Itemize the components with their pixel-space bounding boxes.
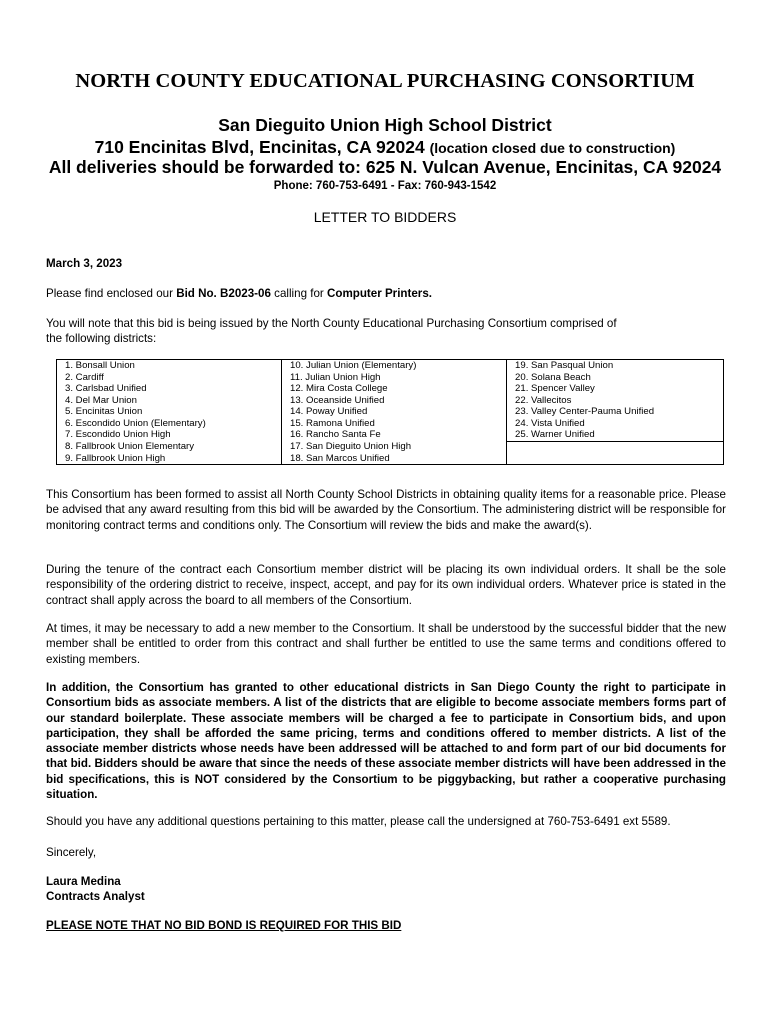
district-name: San Dieguito Union High School District [218,115,552,135]
district-cell: 4. Del Mar Union [57,395,282,407]
district-cell: 10. Julian Union (Elementary) [282,360,507,372]
district-cell: 16. Rancho Santa Fe [282,429,507,441]
district-cell: 3. Carlsbad Unified [57,383,282,395]
signer-role: Contracts Analyst [46,890,145,903]
closing-sincerely: Sincerely, [46,846,97,859]
table-row [57,406,724,418]
district-cell: 24. Vista Unified [507,418,724,430]
district-cell: 20. Solana Beach [507,372,724,384]
districts-intro-line2: the following districts: [46,332,157,346]
districts-intro [46,316,726,347]
district-cell-empty [507,441,724,453]
address-note: (location closed due to construction) [429,140,676,156]
consortium-title: NORTH COUNTY EDUCATIONAL PURCHASING CONSORTIUM [75,70,695,92]
district-cell: 23. Valley Center-Pauma Unified [507,406,724,418]
paragraph-associate-members: In addition, the Consortium has granted to other educational districts in San Diego County the right to participate in Consortium bids as associate members. A list of the districts that are eligible to become associate members forms part of our standard boilerplate. These associate members will be charged a fee to participate in Consortium bids, and upon participation, they shall be afforded the same pricing, terms and conditions offered to member districts. A list of the associate member districts whose needs have been addressed will be attached to and form part of our bid documents for that bid. Bidders should be aware that since the needs of these associate member districts will have been addressed in the bid specifications, this is NOT considered by the Consortium to be piggybacking, but rather a cooperative purchasing situation. [46,681,726,802]
district-cell: 14. Poway Unified [282,406,507,418]
district-address [0,137,770,158]
table-row [57,453,724,465]
bid-item: Computer Printers. [326,287,432,300]
district-cell: 8. Fallbrook Union Elementary [57,441,282,453]
table-row [57,418,724,430]
letter-title: LETTER TO BIDDERS [313,209,457,225]
signer-name: Laura Medina [46,875,121,888]
table-row [57,395,724,407]
enclosed-pre: Please find enclosed our [46,287,177,300]
district-cell: 5. Encinitas Union [57,406,282,418]
district-cell: 7. Escondido Union High [57,429,282,441]
district-cell: 25. Warner Unified [507,429,724,441]
district-cell: 21. Spencer Valley [507,383,724,395]
district-cell: 13. Oceanside Unified [282,395,507,407]
bid-bond-note: PLEASE NOTE THAT NO BID BOND IS REQUIRED FOR THIS BID [46,919,402,932]
letter-date: March 3, 2023 [46,257,123,270]
table-row [57,383,724,395]
district-cell: 18. San Marcos Unified [282,453,507,465]
district-cell-empty [507,453,724,465]
districts-table [56,359,724,465]
deliveries-address: All deliveries should be forwarded to: 625 N. Vulcan Avenue, Encinitas, CA 92024 [48,157,722,177]
district-cell: 9. Fallbrook Union High [57,453,282,465]
districts-intro-line1: You will note that this bid is being issued by the North County Educational Purchasing Consortium comprised of [46,317,617,330]
paragraph-new-members: At times, it may be necessary to add a new member to the Consortium. It shall be understood by the successful bidder that the new member shall be entitled to order from this contract and shall further be entitled to use the same terms and conditions offered to existing members. [46,622,726,666]
bid-number: Bid No. B2023-06 [176,287,271,300]
district-cell: 19. San Pasqual Union [507,360,724,372]
district-cell: 17. San Dieguito Union High [282,441,507,453]
district-cell: 2. Cardiff [57,372,282,384]
table-row [57,360,724,372]
address-text: 710 Encinitas Blvd, Encinitas, CA 92024 [94,137,425,157]
enclosed-line [46,286,726,301]
district-cell: 12. Mira Costa College [282,383,507,395]
district-cell: 11. Julian Union High [282,372,507,384]
table-row [57,441,724,453]
enclosed-mid: calling for [270,287,327,300]
table-row [57,372,724,384]
district-cell: 1. Bonsall Union [57,360,282,372]
district-cell: 6. Escondido Union (Elementary) [57,418,282,430]
paragraph-contract-tenure: During the tenure of the contract each Consortium member district will be placing its own individual orders. It shall be the sole responsibility of the ordering district to receive, inspect, accept, and pay for its own individual orders. Whatever price is stated in the contract shall apply across the board to all members of the Consortium. [46,563,726,607]
phone-fax: Phone: 760-753-6491 - Fax: 760-943-1542 [273,180,497,192]
table-row [57,429,724,441]
district-cell: 22. Vallecitos [507,395,724,407]
district-cell: 15. Ramona Unified [282,418,507,430]
paragraph-questions: Should you have any additional questions pertaining to this matter, please call the undersigned at 760-753-6491 ext 5589. [46,815,671,828]
paragraph-consortium-purpose: This Consortium has been formed to assist all North County School Districts in obtaining quality items for a reasonable price. Please be advised that any award resulting from this bid will be awarded by the Consortium. The administering district will be responsible for monitoring contract terms and conditions only. The Consortium will review the bids and make the award(s). [46,488,726,532]
